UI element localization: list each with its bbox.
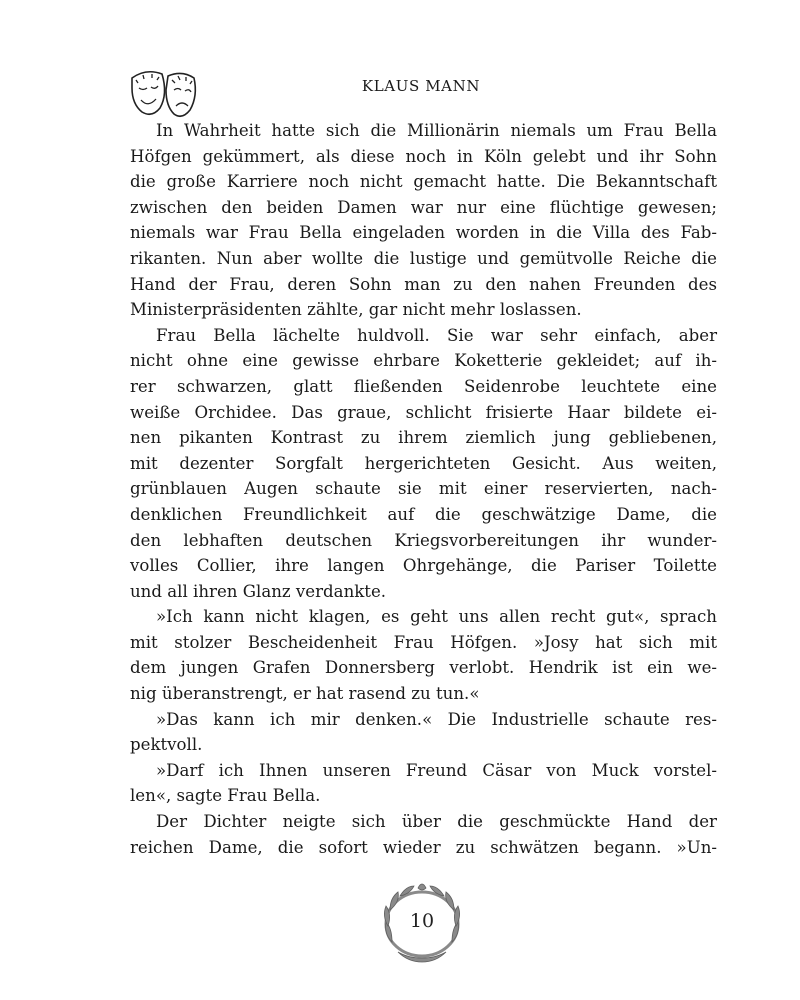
text-line: niemals war Frau Bella eingeladen worden in die Villa des Fab-	[130, 223, 717, 243]
text-line: »Ich kann nicht klagen, es geht uns allen recht gut«, sprach	[156, 607, 717, 627]
text-line: und all ihren Glanz verdankte.	[130, 581, 387, 601]
text-line: die große Karriere noch nicht gemacht hatte. Die Bekanntschaft	[130, 172, 717, 192]
text-line: weiße Orchidee. Das graue, schlicht frisierte Haar bildete ei-	[130, 402, 717, 422]
text-line: Der Dichter neigte sich über die geschmückte Hand der	[156, 812, 717, 832]
text-line: grünblauen Augen schaute sie mit einer reservierten, nach-	[130, 479, 717, 499]
text-line: rer schwarzen, glatt fließenden Seidenrobe leuchtete eine	[130, 376, 717, 396]
text-line: Höfgen gekümmert, als diese noch in Köln gelebt und ihr Sohn	[130, 146, 717, 166]
text-line: nig überanstrengt, er hat rasend zu tun.«	[130, 684, 480, 704]
text-line: Frau Bella lächelte huldvoll. Sie war sehr einfach, aber	[156, 325, 717, 345]
text-line: Ministerpräsidenten zählte, gar nicht mehr loslassen.	[130, 300, 582, 320]
text-line: »Darf ich Ihnen unseren Freund Cäsar von Muck vorstel-	[156, 760, 717, 780]
text-line: pektvoll.	[130, 735, 203, 755]
text-line: nen pikanten Kontrast zu ihrem ziemlich jung gebliebenen,	[130, 428, 717, 448]
text-line: denklichen Freundlichkeit auf die geschwätzige Dame, die	[130, 504, 717, 524]
text-line: reichen Dame, die sofort wieder zu schwätzen begann. »Un-	[130, 837, 717, 857]
text-line: mit dezenter Sorgfalt hergerichteten Gesicht. Aus weiten,	[130, 453, 717, 473]
running-head: KLAUS MANN	[361, 77, 481, 95]
text-line: den lebhaften deutschen Kriegsvorbereitungen ihr wunder-	[130, 530, 717, 550]
page-number-ornament	[378, 880, 466, 964]
text-line: len«, sagte Frau Bella.	[130, 786, 321, 806]
text-line: »Das kann ich mir denken.« Die Industrielle schaute res-	[156, 709, 717, 729]
body-text	[130, 118, 717, 860]
text-line: nicht ohne eine gewisse ehrbare Koketterie gekleidet; auf ih-	[130, 351, 717, 371]
text-line: In Wahrheit hatte sich die Millionärin niemals um Frau Bella	[156, 121, 717, 140]
text-line: Hand der Frau, deren Sohn man zu den nahen Freunden des	[130, 274, 717, 294]
text-line: volles Collier, ihre langen Ohrgehänge, die Pariser Toilette	[130, 556, 717, 576]
text-line: dem jungen Grafen Donnersberg verlobt. Hendrik ist ein we-	[130, 658, 717, 678]
text-line: rikanten. Nun aber wollte die lustige und gemütvolle Reiche die	[130, 248, 717, 268]
text-line: mit stolzer Bescheidenheit Frau Höfgen. »Josy hat sich mit	[130, 632, 717, 652]
text-line: zwischen den beiden Damen war nur eine flüchtige gewesen;	[130, 197, 717, 217]
page-number: 10	[409, 910, 435, 932]
